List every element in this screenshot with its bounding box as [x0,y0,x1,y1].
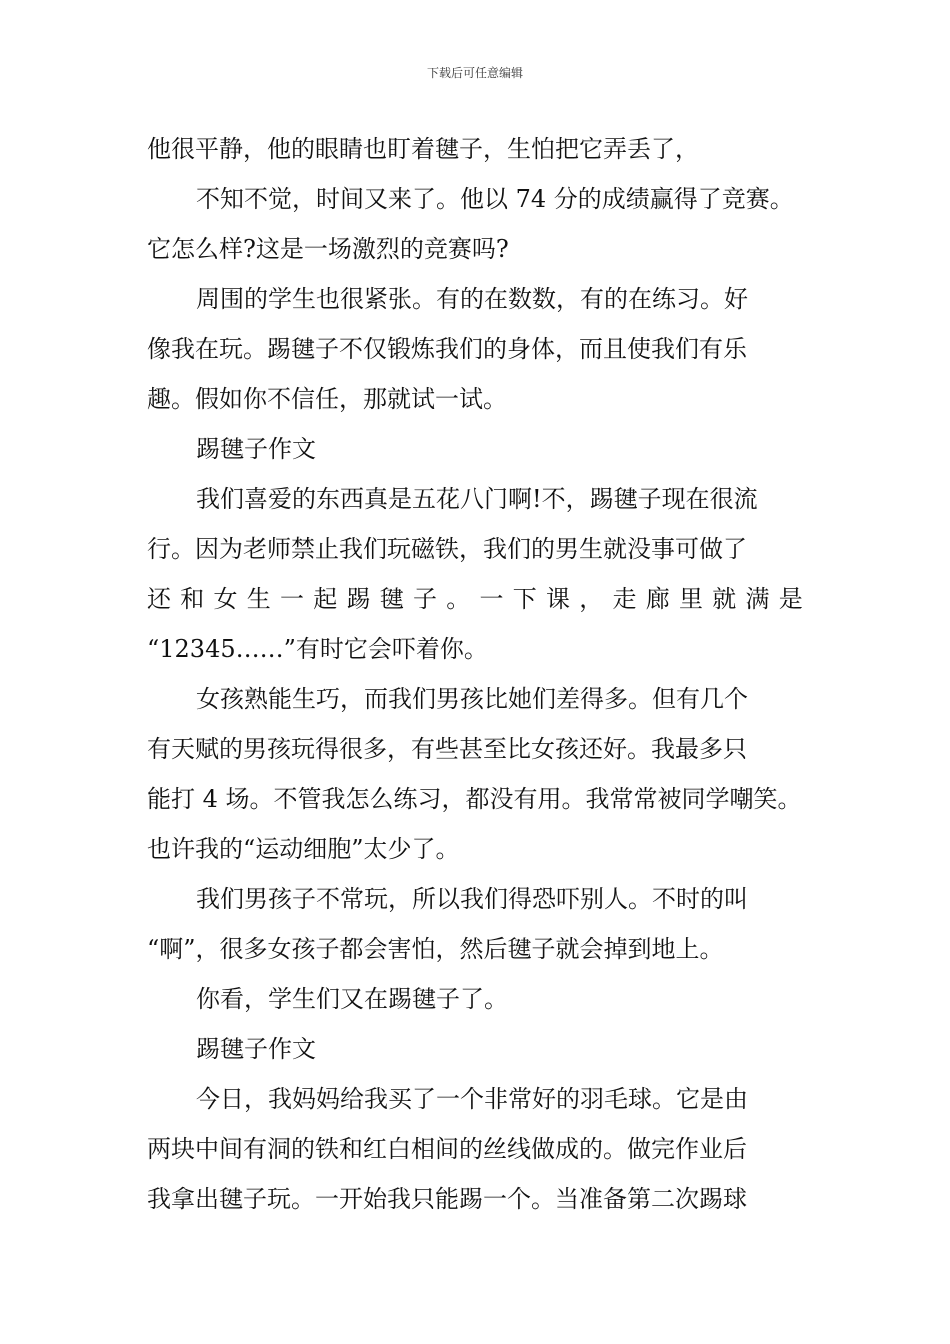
text-line: 有天赋的男孩玩得很多，有些甚至比女孩还好。我最多只 [147,735,747,763]
text-line: “12345……”有时它会吓着你。 [147,635,488,663]
text-line: 不知不觉，时间又来了。他以 74 分的成绩赢得了竞赛。 [196,185,794,213]
section-title: 踢毽子作文 [196,1035,316,1063]
text-line: 我们男孩子不常玩，所以我们得恐吓别人。不时的叫 [196,885,748,913]
text-line: 他很平静，他的眼睛也盯着毽子，生怕把它弄丢了， [147,135,699,163]
text-line: 行。因为老师禁止我们玩磁铁，我们的男生就没事可做了 [147,535,747,563]
text-line: 女孩熟能生巧，而我们男孩比她们差得多。但有几个 [196,685,748,713]
text-line: 趣。假如你不信任，那就试一试。 [147,385,507,413]
text-line: 能打 4 场。不管我怎么练习，都没有用。我常常被同学嘲笑。 [147,785,802,813]
text-line: 我们喜爱的东西真是五花八门啊!不，踢毽子现在很流 [196,485,758,513]
text-line: 今日，我妈妈给我买了一个非常好的羽毛球。它是由 [196,1085,748,1113]
text-line: 你看，学生们又在踢毽子了。 [196,985,508,1013]
text-line-justified: 还 和 女 生 一 起 踢 毽 子 。 一 下 课 ， 走 廊 里 就 满 是 [147,585,803,613]
page-header: 下载后可任意编辑 [426,66,523,80]
text-line: 我拿出毽子玩。一开始我只能踢一个。当准备第二次踢球 [147,1185,747,1213]
text-line: 也许我的“运动细胞”太少了。 [147,835,460,863]
text-line: 两块中间有洞的铁和红白相间的丝线做成的。做完作业后 [147,1135,747,1163]
text-line: 它怎么样?这是一场激烈的竞赛吗? [147,235,509,263]
text-line: 周围的学生也很紧张。有的在数数，有的在练习。好 [196,285,748,313]
text-line: 像我在玩。踢毽子不仅锻炼我们的身体，而且使我们有乐 [147,335,747,363]
text-line: “啊”，很多女孩子都会害怕，然后毽子就会掉到地上。 [147,935,724,963]
section-title: 踢毽子作文 [196,435,316,463]
